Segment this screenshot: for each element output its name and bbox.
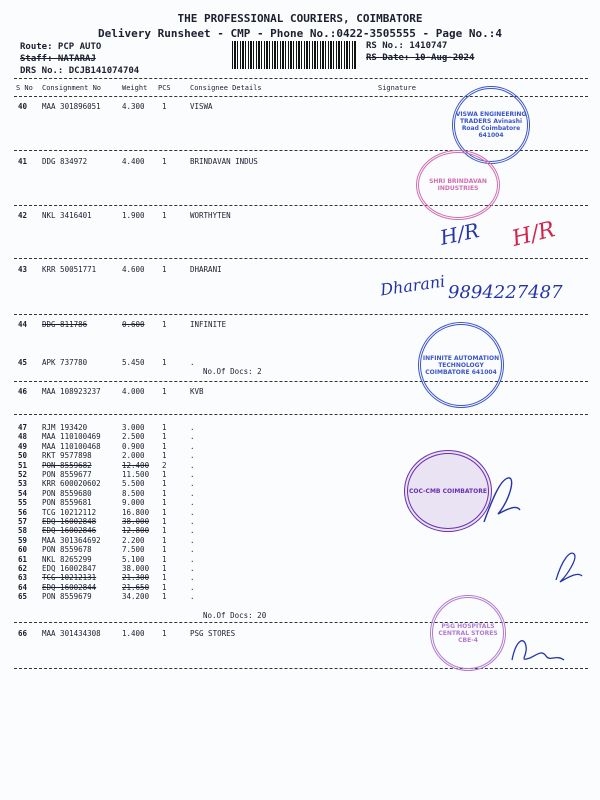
dharani-phone: 9894227487 (448, 282, 563, 303)
row-weight: 3.000 (122, 423, 145, 432)
row-weight: 38.000 (122, 517, 150, 526)
row-consignment: RJM 193420 (42, 423, 88, 432)
row-consignee: . (190, 554, 195, 564)
row-weight: 2.000 (122, 451, 145, 461)
row-sno: 43 (18, 265, 28, 274)
row-pcs: 1 (162, 211, 167, 220)
row-weight: 0.600 (122, 320, 145, 329)
row-pcs: 1 (162, 517, 167, 526)
row-rule (14, 668, 588, 669)
row-pcs: 1 (162, 592, 167, 602)
row-pcs: 1 (162, 526, 167, 536)
row-weight: 7.500 (122, 545, 145, 555)
row-sno: 63 (18, 573, 28, 583)
row-weight: 21.650 (122, 582, 150, 592)
route-label: Route: PCP AUTO (20, 42, 102, 52)
row-consignee: BRINDAVAN INDUS (190, 157, 258, 166)
row-consignee: INFINITE (190, 320, 227, 329)
row-consignee: . (190, 582, 195, 592)
row-rule (14, 381, 588, 382)
docs-count: No.Of Docs: 20 (203, 611, 267, 620)
row-weight: 38.000 (122, 564, 150, 573)
row-consignee: . (190, 517, 195, 526)
row-weight: 21.300 (122, 573, 150, 583)
row-consignment: PON 8559679 (42, 592, 92, 602)
company-title: THE PROFESSIONAL COURIERS, COIMBATORE (177, 12, 423, 25)
runsheet-subtitle: Delivery Runsheet - CMP - Phone No.:0422-3505555 - Page No.:4 (98, 27, 502, 40)
row-pcs: 1 (162, 554, 167, 564)
row-sno: 56 (18, 507, 28, 517)
row-sno: 47 (18, 423, 28, 432)
row-pcs: 1 (162, 387, 167, 396)
row-consignee: . (190, 545, 195, 555)
row-sno: 51 (18, 460, 28, 470)
row-consignee: . (190, 573, 195, 583)
row-consignment: TCG 10212131 (42, 573, 97, 583)
row-sno: 59 (18, 535, 28, 545)
signature-worthyten-2: H/R (509, 217, 558, 252)
row-consignee: WORTHYTEN (190, 211, 231, 220)
row-sno: 61 (18, 554, 28, 564)
row-sno: 44 (18, 320, 28, 329)
row-weight: 2.200 (122, 535, 145, 545)
row-consignee: . (190, 441, 195, 451)
row-pcs: 1 (162, 441, 167, 451)
row-consignee: PSG STORES (190, 629, 236, 638)
row-weight: 5.100 (122, 554, 145, 564)
row-weight: 4.600 (122, 265, 145, 274)
psg-stamp: PSG HOSPITALS CENTRAL STORES CBE-4 (430, 595, 506, 671)
row-pcs: 2 (162, 460, 167, 470)
signature-mark (548, 540, 588, 590)
brindavan-stamp: SHRI BRINDAVAN INDUSTRIES (416, 150, 500, 220)
row-consignment: RKT 9577898 (42, 451, 92, 461)
row-weight: 12.400 (122, 460, 150, 470)
col-pcs: PCS (158, 84, 171, 92)
row-consignment: MAA 110100468 (42, 441, 101, 451)
viswa-stamp: VISWA ENGINEERING TRADERS Avinashi Road Coimbatore 641004 (452, 86, 530, 164)
row-weight: 4.300 (122, 102, 145, 111)
row-consignment: EDQ 16002847 (42, 564, 97, 573)
row-pcs: 1 (162, 564, 167, 573)
row-weight: 4.400 (122, 157, 145, 166)
row-pcs: 1 (162, 320, 167, 329)
row-consignment: TCG 10212112 (42, 507, 97, 517)
rs-number: RS No.: 1410747 (366, 41, 448, 51)
row-consignee: . (190, 432, 195, 442)
row-consignee: KVB (190, 387, 204, 396)
col-consignment: Consignment No (42, 84, 102, 92)
row-pcs: 1 (162, 498, 167, 508)
row-pcs: 1 (162, 573, 167, 583)
row-consignment: EDQ 16002844 (42, 582, 97, 592)
row-pcs: 1 (162, 358, 167, 367)
col-signature: Signature (378, 84, 416, 92)
row-sno: 54 (18, 488, 28, 498)
row-consignment: MAA 110100469 (42, 432, 101, 442)
row-pcs: 1 (162, 451, 167, 461)
row-sno: 66 (18, 629, 28, 638)
row-consignee: VISWA (190, 102, 213, 111)
row-pcs: 1 (162, 545, 167, 555)
barcode (232, 41, 356, 69)
row-consignee: . (190, 592, 195, 602)
row-consignment: PON 8559681 (42, 498, 92, 508)
row-consignment: PON 8559680 (42, 488, 92, 498)
row-pcs: 1 (162, 582, 167, 592)
row-weight: 4.000 (122, 387, 145, 396)
row-consignee: . (190, 423, 195, 432)
row-pcs: 1 (162, 157, 167, 166)
row-rule (14, 258, 588, 259)
row-weight: 12.800 (122, 526, 150, 536)
psg-signature-mark (508, 630, 568, 670)
signature-worthyten-1: H/R (437, 218, 482, 250)
row-consignee: . (190, 498, 195, 508)
row-consignment: DDG 811786 (42, 320, 88, 329)
row-weight: 1.900 (122, 211, 145, 220)
kvb-stamp: COC-CMB COIMBATORE (404, 450, 492, 532)
row-consignment: MAA 301364692 (42, 535, 101, 545)
row-pcs: 1 (162, 629, 167, 638)
row-sno: 49 (18, 441, 28, 451)
row-consignment: EDQ 16002848 (42, 517, 97, 526)
row-consignee: . (190, 479, 195, 489)
drs-number: DRS No.: DCJB141074704 (20, 66, 140, 76)
staff-label: Staff: NATARAJ (20, 54, 96, 64)
rs-date: RS Date: 10-Aug-2024 (366, 53, 475, 63)
row-consignee: . (190, 535, 195, 545)
row-rule (14, 314, 588, 315)
col-sno: S No (16, 84, 33, 92)
row-pcs: 1 (162, 488, 167, 498)
row-consignee: DHARANI (190, 265, 222, 274)
row-consignee: . (190, 470, 195, 479)
row-pcs: 1 (162, 423, 167, 432)
row-sno: 40 (18, 102, 28, 111)
row-pcs: 1 (162, 470, 167, 479)
docs-count: No.Of Docs: 2 (203, 367, 262, 376)
row-sno: 62 (18, 564, 28, 573)
row-consignment: DDG 834972 (42, 157, 88, 166)
row-sno: 45 (18, 358, 28, 367)
row-consignment: MAA 108923237 (42, 387, 101, 396)
row-pcs: 1 (162, 479, 167, 489)
row-rule (14, 205, 588, 206)
row-consignment: EDQ 16002846 (42, 526, 97, 536)
row-consignment: MAA 301434308 (42, 629, 101, 638)
row-sno: 50 (18, 451, 28, 461)
row-consignee: . (190, 451, 195, 461)
row-sno: 57 (18, 517, 28, 526)
row-weight: 5.450 (122, 358, 145, 367)
row-sno: 55 (18, 498, 28, 508)
row-consignment: KRR 50051771 (42, 265, 97, 274)
row-sno: 64 (18, 582, 28, 592)
row-weight: 11.500 (122, 470, 150, 479)
col-weight: Weight (122, 84, 148, 92)
row-consignment: APK 737780 (42, 358, 88, 367)
row-consignee: . (190, 358, 195, 367)
row-consignment: PON 8559677 (42, 470, 92, 479)
row-pcs: 1 (162, 507, 167, 517)
row-sno: 42 (18, 211, 28, 220)
row-sno: 52 (18, 470, 28, 479)
row-sno: 41 (18, 157, 28, 166)
row-pcs: 1 (162, 432, 167, 442)
header-rule (14, 78, 588, 79)
row-consignment: PON 8559678 (42, 545, 92, 555)
row-weight: 5.500 (122, 479, 145, 489)
row-sno: 48 (18, 432, 28, 442)
row-weight: 1.400 (122, 629, 145, 638)
row-weight: 8.500 (122, 488, 145, 498)
row-sno: 60 (18, 545, 28, 555)
row-consignment: MAA 301896051 (42, 102, 101, 111)
row-sno: 58 (18, 526, 28, 536)
row-sno: 46 (18, 387, 28, 396)
signature-dharani: Dharani (378, 271, 447, 300)
row-consignee: . (190, 460, 195, 470)
row-consignee: . (190, 488, 195, 498)
row-weight: 2.500 (122, 432, 145, 442)
row-rule (14, 414, 588, 415)
row-weight: 9.000 (122, 498, 145, 508)
infinite-stamp: INFINITE AUTOMATION TECHNOLOGY COIMBATORE 641004 (418, 322, 504, 408)
row-consignee: . (190, 564, 195, 573)
kvb-signature-mark (480, 470, 524, 530)
row-consignment: KRR 600020602 (42, 479, 101, 489)
row-consignee: . (190, 526, 195, 536)
row-weight: 0.900 (122, 441, 145, 451)
row-pcs: 1 (162, 265, 167, 274)
row-pcs: 1 (162, 102, 167, 111)
row-weight: 34.200 (122, 592, 150, 602)
row-consignment: NKL 3416401 (42, 211, 92, 220)
row-consignment: PON 8559682 (42, 460, 92, 470)
row-pcs: 1 (162, 535, 167, 545)
row-sno: 53 (18, 479, 28, 489)
row-consignee: . (190, 507, 195, 517)
row-consignment: NKL 8265299 (42, 554, 92, 564)
col-details: Consignee Details (190, 84, 262, 92)
row-weight: 16.800 (122, 507, 150, 517)
row-sno: 65 (18, 592, 28, 602)
